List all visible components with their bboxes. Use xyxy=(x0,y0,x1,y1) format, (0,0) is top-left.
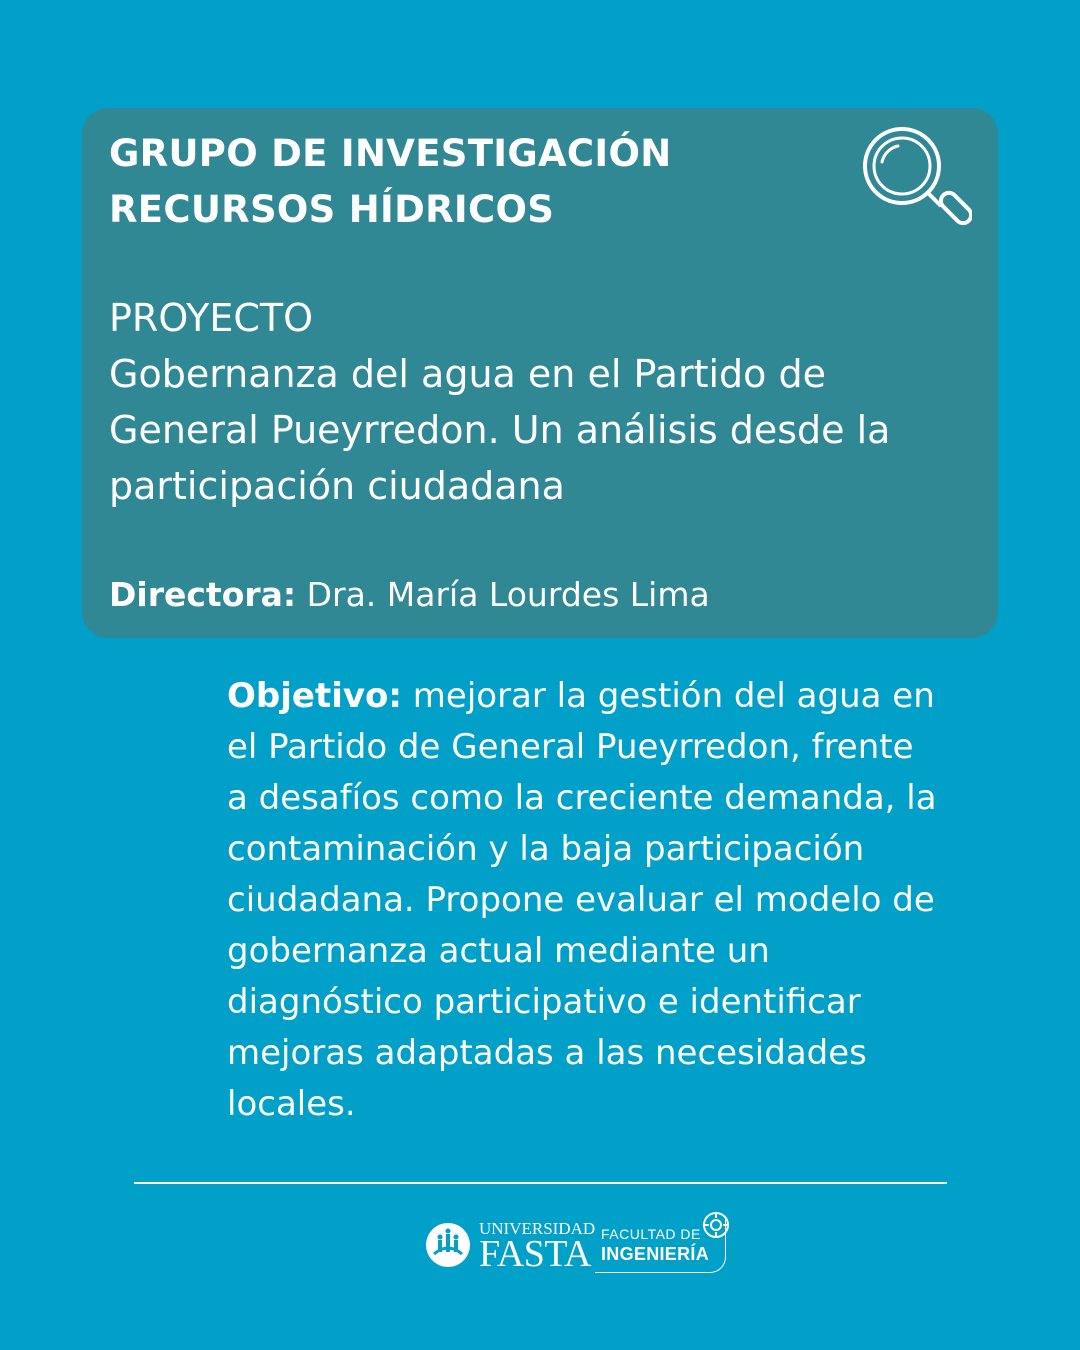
project-label: PROYECTO xyxy=(109,296,314,340)
objective-line: locales. xyxy=(227,1084,356,1124)
objective-first-line xyxy=(227,671,1017,722)
project-name-line: Gobernanza del agua en el Partido de xyxy=(109,352,826,396)
objective-label: Objetivo: xyxy=(227,676,402,716)
objective-text xyxy=(227,671,1017,1130)
project-name-line: participación ciudadana xyxy=(109,464,565,508)
objective-line: contaminación y la baja participación xyxy=(227,829,865,869)
project-name-line: General Pueyrredon. Un análisis desde la xyxy=(109,408,891,452)
group-title xyxy=(109,126,671,238)
university-seal-icon xyxy=(425,1222,471,1268)
gear-icon xyxy=(701,1210,731,1240)
group-title-line2: RECURSOS HÍDRICOS xyxy=(109,188,555,231)
search-icon xyxy=(860,124,972,232)
objective-line: gobernanza actual mediante un xyxy=(227,931,770,971)
objective-line: el Partido de General Pueyrredon, frente xyxy=(227,727,914,767)
director-line xyxy=(109,572,710,618)
university-logo xyxy=(425,1210,735,1280)
faculty-name: INGENIERÍA xyxy=(601,1244,710,1264)
project-block xyxy=(109,290,958,514)
objective-line: mejoras adaptadas a las necesidades xyxy=(227,1033,867,1073)
university-small-text: UNIVERSIDAD xyxy=(479,1219,596,1238)
university-wordmark xyxy=(479,1220,595,1273)
group-title-line1: GRUPO DE INVESTIGACIÓN xyxy=(109,132,672,175)
objective-first-line-text: mejorar la gestión del agua en xyxy=(412,676,935,716)
faculty-small-text: FACULTAD DE xyxy=(601,1226,701,1242)
director-name: Dra. María Lourdes Lima xyxy=(306,575,710,614)
footer-divider xyxy=(134,1182,947,1184)
director-label: Directora: xyxy=(109,575,297,614)
objective-line: diagnóstico participativo e identificar xyxy=(227,982,861,1022)
objective-line: ciudadana. Propone evaluar el modelo de xyxy=(227,880,935,920)
objective-line: a desafíos como la creciente demanda, la xyxy=(227,778,937,818)
project-card xyxy=(82,108,998,638)
university-name: FASTA xyxy=(479,1233,592,1275)
